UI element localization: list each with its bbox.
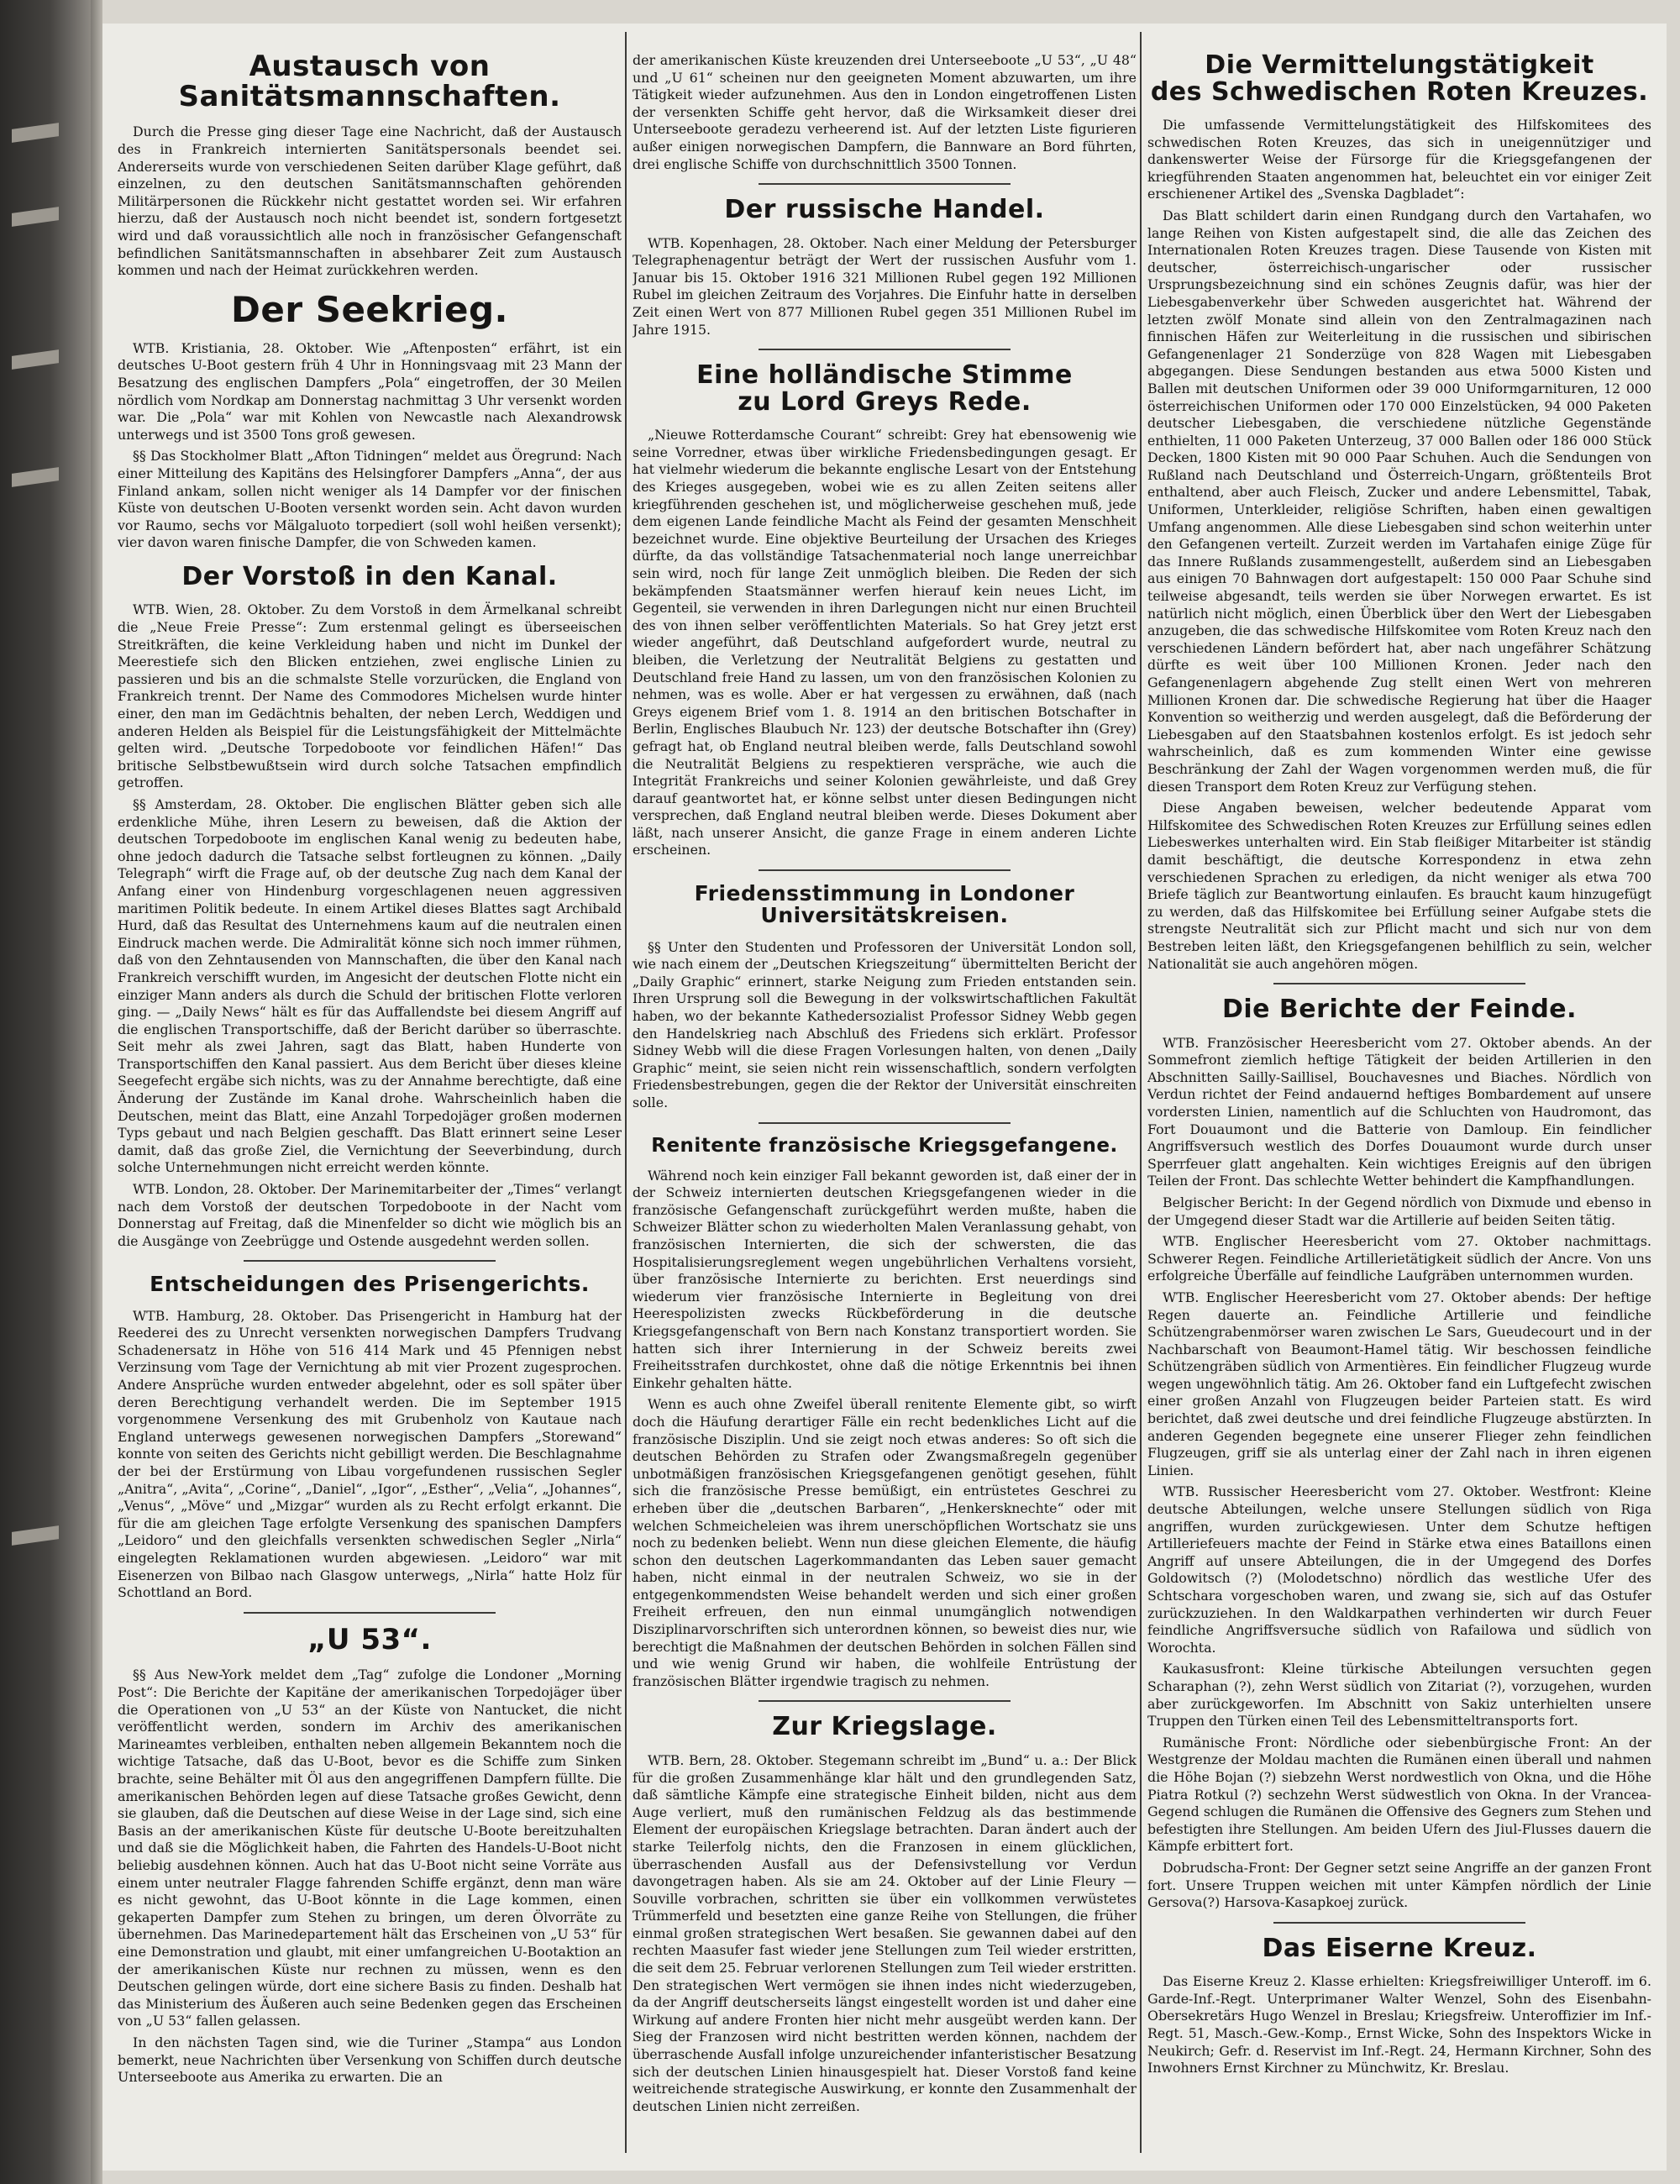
article-paragraph: WTB. Hamburg, 28. Oktober. Das Prisengericht in Hamburg hat der Reederei des zu Unrecht versenkten norwegischen Dampfers Trudvang Schadenersatz in Höhe von 516 414 Mark und 45 Pfennigen nebst Verzinsung vom Tage der Vernichtung ab mit vier Prozent zugesprochen. Andere Ansprüche wurden entweder abgelehnt, oder es soll später über deren Berechtigung verhandelt werden. Die im September 1915 vorgenommene Versenkung des mit Grubenholz von Kautaue nach England unterwegs gewesenen norwegischen Dampfers „Storewand“ konnte von seiten des Gerichts nicht gebilligt werden. Die Beschlagnahme der bei der Erstürmung von Libau vorgefundenen russischen Segler „Anitra“, „Avita“, „Corine“, „Daniel“, „Igor“, „Esther“, „Velia“, „Johannes“, „Venus“, „Möve“ und „Mizgar“ wurden als zu Recht erfolgt erkannt. Die für die am gleichen Tage erfolgte Versenkung des spanischen Dampfers „Leidoro“ und den gleichfalls versenkten schwedischen Segler „Nirla“ eingelegten Reklamationen wurden abgewiesen. „Leidoro“ war mit Eisenerzen von Bilbao nach Glasgow unterwegs, „Nirla“ hatte Holz für Schottland an Bord. bbox=[118, 1307, 622, 1601]
article-paragraph: WTB. Französischer Heeresbericht vom 27. Oktober abends. An der Sommefront ziemlich heftige Tätigkeit der beiden Artillerien in den Abschnitten Sailly-Saillisel, Bouchavesnes und Biaches. Nördlich von Verdun richtet der Feind andauernd heftiges Bombardement auf unsere vordersten Linien, namentlich auf die Schluchten von Haudromont, das Fort Douaumont und die Batterie von Damloup. Ein feindlicher Angriffsversuch westlich des Dorfes Douaumont wurde durch unser Sperrfeuer glatt angehalten. Kein wichtiges Ereignis auf den übrigen Teilen der Front. Das schlechte Wetter behindert die Kampfhandlungen. bbox=[1147, 1034, 1651, 1189]
column-3 bbox=[1147, 49, 1651, 2149]
column-rule bbox=[625, 32, 627, 2153]
article-paragraph: Wenn es auch ohne Zweifel überall renitente Elemente gibt, so wirft doch die Häufung derartiger Fälle ein recht bedenkliches Licht auf die französische Disziplin. Und sie zeigt noch etwas anderes: So oft sich die deutschen Behörden zu Strafen oder Zwangsmaßregeln gegenüber unbotmäßigen französischen Kriegsgefangenen genötigt gesehen, fühlt sich die französische Presse bemüßigt, ein entrüstetes Geschrei zu erheben über die „deutschen Barbaren“, „Henkersknechte“ oder mit welchen Schmeicheleien was ihrem unerschöpflichen Wortschatz sie uns noch zu bedenken beliebt. Wenn nun diese gleichen Elemente, die häufig schon den deutschen Lagerkommandanten das Leben sauer gemacht haben, nicht einmal in der neutralen Schweiz, wo sie in der entgegenkommendsten Weise behandelt werden und sich einer großen Freiheit erfreuen, den nun einmal unumgänglich notwendigen Disziplinarvorschriften sich unterordnen können, so beweist dies nur, wie berechtigt die Maßnahmen der deutschen Behörden in solchen Fällen sind und wie wenig Grund wir haben, die wohlfeile Entrüstung der französischen Blätter irgendwie tragisch zu nehmen. bbox=[633, 1396, 1137, 1689]
article-title-line: Universitätskreisen. bbox=[760, 903, 1009, 928]
article-divider bbox=[1273, 1922, 1525, 1924]
article-divider bbox=[759, 183, 1011, 185]
binding-tab bbox=[12, 1525, 59, 1546]
article-paragraph: Die umfassende Vermittelungstätigkeit des Hilfskomitees des schwedischen Roten Kreuzes, das sich in uneigennütziger und dankenswerter Weise der Fürsorge für die Kriegsgefangenen der kriegführenden Staaten angenommen hat, beleuchtet ein vor einiger Zeit erschienener Artikel des „Svenska Dagbladet“: bbox=[1147, 117, 1651, 202]
article-paragraph: §§ Aus New-York meldet dem „Tag“ zufolge die Londoner „Morning Post“: Die Berichte der Kapitäne der amerikanischen Torpedojäger über die Operationen von „U 53“ an der Küste von Nantucket, die nicht veröffentlicht werden, sondern im Archiv des amerikanischen Marineamtes verbleiben, enthalten neben allgemein Bekanntem noch die wichtige Tatsache, daß das U-Boot, bevor es die Schiffe zum Sinken brachte, seine Behälter mit Öl aus den angegriffenen Dampfern füllte. Die amerikanischen Behörden legen auf diese Tatsache großes Gewicht, denn sie glauben, daß die Deutschen auf diese Weise in der Lage sind, sich eine Basis an der amerikanischen Küste für deutsche U-Boote bereitzuhalten und daß sie die Möglichkeit haben, die Fahrten des Handels-U-Boot nicht beliebig ausdehnen können. Auch hat das U-Boot nicht seine Vorräte aus einem unter neutraler Flagge fahrenden Schiffe ergänzt, denn man wäre es nicht gewohnt, das U-Boot könnte in die Lage kommen, einen gekaperten Dampfer zum Stehen zu bringen, um deren Ölvorräte zu übernehmen. Das Marinedepartement hält das Erscheinen von „U 53“ für eine Demonstration und glaubt, mit einer umfangreichen U-Bootaktion an der amerikanischen Küste nur rechnen zu müssen, wenn es den Deutschen gelingen würde, dort eine sichere Basis zu finden. Deshalb hat das Ministerium des Äußeren auch seine Bedenken gegen das Erscheinen von „U 53“ fallen gelassen. bbox=[118, 1667, 622, 2029]
article-title-line: zu Lord Greys Rede. bbox=[738, 386, 1032, 417]
article-title: Entscheidungen des Prisengerichts. bbox=[150, 1272, 590, 1297]
article-divider bbox=[759, 1122, 1011, 1124]
article-paragraph: WTB. Kristiania, 28. Oktober. Wie „Aftenposten“ erfährt, ist ein deutsches U-Boot gestern früh 4 Uhr in Honningsvaag mit 23 Mann der Besatzung des englischen Dampfers „Pola“ eingetroffen, der 30 Meilen nördlich vom Nordkap am Donnerstag nachmittag 3 Uhr versenkt worden war. Die „Pola“ war mit Kohlen von Newcastle nach Alexandrowsk unterwegs und ist 3500 Tons groß gewesen. bbox=[118, 339, 622, 443]
article-paragraph: WTB. Bern, 28. Oktober. Stegemann schreibt im „Bund“ u. a.: Der Blick für die großen Zusammenhänge klar hält und den grundlegenden Satz, daß sämtliche Kämpfe eine strategische Einheit bilden, nicht aus dem Auge verliert, muß den rumänischen Feldzug als das bestimmende Element der europäischen Kriegslage betrachten. Daran ändert auch der starke Teilerfolg nichts, den die Franzosen in einem glücklichen, überraschenden Ausfall aus der Defensivstellung vor Verdun davongetragen haben. Als sie am 24. Oktober auf der Linie Fleury — Souville vorbrachen, schritten sie über ein vollkommen verwüstetes Trümmerfeld und besetzten eine ganze Reihe von Stellungen, die früher einmal großen strategischen Wert besaßen. Sie gewannen dabei auf den rechten Maasufer fast wieder jene Stellungen zum Teil wieder erstritten, die seit dem 25. Februar verlorenen Stellungen zum Teil wieder erstritten. Den strategischen Wert vermögen sie ihnen indes nicht wiederzugeben, da der Angriff deutscherseits längst eingestellt worden ist und daher eine Wirkung auf andere Fronten hier nicht mehr ausgeübt werden kann. Der Sieg der Franzosen wird nicht bestritten werden können, nachdem der überraschende Ausfall infolge unzureichender infanteristischer Besatzung sich der deutschen Linien hinausgespielt hat. Dieser Vorstoß fand keine weitreichende strategische Auswirkung, er konnte den Zusammenhalt der deutschen Linien nicht zerreißen. bbox=[633, 1751, 1137, 2114]
article-paragraph: Das Eiserne Kreuz 2. Klasse erhielten: Kriegsfreiwilliger Unteroff. im 6. Garde-Inf.-Regt. Unterprimaner Walter Wenzel, Sohn des Eisenbahn-Obersekretärs Hugo Wenzel in Breslau; Kriegsfreiw. Unteroffizier im Inf.-Regt. 51, Masch.-Gew.-Komp., Ernst Wicke, Sohn des Inspektors Wicke in Neukirch; Gefr. d. Reservist im Inf.-Regt. 24, Hermann Kirchner, Sohn des Inwohners Ernst Kirchner zu Münchwitz, Kr. Breslau. bbox=[1147, 1973, 1651, 2076]
binding-tab bbox=[12, 207, 59, 227]
article-paragraph: WTB. Englischer Heeresbericht vom 27. Oktober nachmittags. Schwerer Regen. Feindliche Artillerietätigkeit südlich der Ancre. Von uns erfolgreiche Überfälle auf feindliche Laufgräben unternommen wurden. bbox=[1147, 1233, 1651, 1284]
article-divider bbox=[759, 349, 1011, 350]
article-title-line: Eine holländische Stimme bbox=[696, 360, 1073, 391]
newspaper-page bbox=[102, 24, 1667, 2171]
article-title: Austausch von Sanitätsmannschaften. bbox=[178, 50, 561, 113]
article-title: Der Seekrieg. bbox=[231, 288, 508, 330]
page-edge bbox=[91, 0, 102, 2184]
article-title bbox=[633, 883, 1137, 927]
column-2 bbox=[633, 49, 1137, 2149]
article-paragraph: Rumänische Front: Nördliche oder siebenbürgische Front: An der Westgrenze der Moldau machten die Rumänen einen überall und nahmen die Höhe Bojan (?) siebzehn Werst nordwestlich von Okna, und die Höhe Piatra Rotkul (?) sechzehn Werst südwestlich von Okna. In der Vrancea-Gegend schlugen die Rumänen die Offensive des Gegners zum Stehen und befestigten ihre Stellungen. Am beiden Ufern des Jiul-Flusses dauern die Kämpfe erbittert fort. bbox=[1147, 1734, 1651, 1855]
article-paragraph: Dobrudscha-Front: Der Gegner setzt seine Angriffe an der ganzen Front fort. Unsere Truppen weichen mit unter Kämpfen nördlich der Linie Gersova(?) Harsova-Kasapkoej zurück. bbox=[1147, 1859, 1651, 1911]
article-paragraph: WTB. Kopenhagen, 28. Oktober. Nach einer Meldung der Petersburger Telegraphenagentur beträgt der Wert der russischen Ausfuhr vom 1. Januar bis 15. Oktober 1916 321 Millionen Rubel gegen 192 Millionen Rubel im gleichen Zeitraum des Vorjahres. Die Einfuhr hatte in derselben Zeit einen Wert von 877 Millionen Rubel gegen 351 Millionen Rubel im Jahre 1915. bbox=[633, 234, 1137, 338]
article-paragraph: In den nächsten Tagen sind, wie die Turiner „Stampa“ aus London bemerkt, neue Nachrichten über Versenkung von Schiffen durch deutsche Unterseeboote aus Amerika zu erwarten. Die an bbox=[118, 2034, 622, 2086]
book-binding bbox=[0, 0, 91, 2184]
article-title: Renitente französische Kriegsgefangene. bbox=[651, 1134, 1118, 1157]
article-title: Der russische Handel. bbox=[724, 195, 1045, 225]
article-title-line: des Schwedischen Roten Kreuzes. bbox=[1150, 76, 1649, 107]
article-divider bbox=[244, 1260, 496, 1262]
article-paragraph: der amerikanischen Küste kreuzenden drei Unterseeboote „U 53“, „U 48“ und „U 61“ scheinen nur den geeigneten Moment abzuwarten, um ihre Tätigkeit wieder aufzunehmen. Aus den in London eingetroffenen Listen der versenkten Schiffe geht hervor, daß die Wirksamkeit dieser drei Unterseeboote geradezu verheerend ist. Auf der letzten Liste figurieren außer einigen norwegischen Dampfern, die Bannware an Bord führten, drei englische Schiffe von durchschnittlich 3500 Tonnen. bbox=[633, 52, 1137, 172]
article-paragraph: WTB. Russischer Heeresbericht vom 27. Oktober. Westfront: Kleine deutsche Abteilungen, welche unsere Stellungen südlich von Riga angriffen, wurden zurückgewiesen. Unter dem Schutze heftigen Artilleriefeuers machte der Feind in Stärke etwa eines Bataillons einen Angriff auf unsere Abteilungen, die in der Umgegend des Dorfes Goldowitsch (?) (Molodetschno) nördlich das westliche Ufer des Schtschara vorgeschoben waren, und zwang sie, sich auf das Ostufer zurückzuziehen. In den Waldkarpathen verhinderten wir durch Feuer feindliche Angriffsversuche südlich von Rafailowa und südlich von Worochta. bbox=[1147, 1483, 1651, 1656]
article-paragraph: Kaukasusfront: Kleine türkische Abteilungen versuchten gegen Scharaphan (?), zehn Werst südlich von Zitariat (?), vorzugehen, wurden aber zurückgeworfen. Im Abschnitt von Sakiz unterhielten unsere Truppen den Türken einen Teil des Lebensmitteltransports fort. bbox=[1147, 1661, 1651, 1730]
article-divider bbox=[244, 1612, 496, 1614]
article-divider bbox=[759, 1700, 1011, 1702]
article-title: Die Berichte der Feinde. bbox=[1221, 995, 1578, 1025]
article-paragraph: §§ Amsterdam, 28. Oktober. Die englischen Blätter geben sich alle erdenkliche Mühe, ihren Lesern zu beweisen, daß die Aktion der deutschen Torpedoboote im englischen Kanal wenig zu bedeuten habe, ohne jedoch dadurch die Tatsache selbst fortleugnen zu können. „Daily Telegraph“ wirft die Frage auf, ob der deutsche Zug nach dem Kanal der Anfang einer von Hindenburg vorgeschlagenen neuen aggressiven maritimen Politik bedeute. In einem Artikel dieses Blattes sagt Archibald Hurd, daß das Resultat des Unternehmens kaum auf die neutralen einen Eindruck machen werde. Die Admiralität könne sich noch immer rühmen, daß von den Zehntausenden von Mannschaften, die über den Kanal nach Frankreich verschifft wurden, im Angesicht der deutschen Flotte nicht ein einziger Mann anders als durch die Schuld der britischen Flotte verloren ging. — „Daily News“ hält es für das Auffallendste bei diesem Angriff auf die englischen Transportschiffe, daß der Bericht darüber so überraschte. Seit mehr als zwei Jahren, sagt das Blatt, haben Hunderte von Transportschiffen den Kanal passiert. Aus dem Bericht über dieses kleine Seegefecht ergäbe sich nichts, was zu der Annahme berechtigte, daß eine Änderung der Zustände im Kanal drohe. Wahrscheinlich haben die Deutschen, meint das Blatt, eine Anzahl Torpedojäger großen modernen Typs gebaut und nach Belgien geschafft. Das Blatt erinnert seine Leser damit, daß das große Ziel, die Vernichtung der Seeverbindung, durch solche Unternehmungen nicht erreicht werden könnte. bbox=[118, 795, 622, 1176]
binding-tab bbox=[12, 349, 59, 370]
article-paragraph: Diese Angaben beweisen, welcher bedeutende Apparat vom Hilfskomitee des Schwedischen Roten Kreuzes zur Erfüllung seines edlen Liebeswerkes unterhalten wird. Ein Stab fleißiger Mitarbeiter ist ständig damit beschäftigt, die deutsche Korrespondenz in etwa zehn verschiedenen Sprachen zu erledigen, da nicht weniger als etwa 700 Briefe täglich zur Beantwortung einlaufen. Es braucht kaum hinzugefügt zu werden, daß das Hilfskomitee bei Erfüllung seiner Aufgabe stets die strengste Neutralität sich zur Pflicht macht und sich nur von dem Bestreben leiten läßt, den Kriegsgefangenen behilflich zu sein, welcher Nationalität sie auch angehören mögen. bbox=[1147, 800, 1651, 972]
article-paragraph: Belgischer Bericht: In der Gegend nördlich von Dixmude und ebenso in der Umgegend dieser Stadt war die Artillerie auf beiden Seiten tätig. bbox=[1147, 1194, 1651, 1228]
article-title: „U 53“. bbox=[307, 1622, 432, 1656]
article-title: Das Eiserne Kreuz. bbox=[1262, 1933, 1537, 1963]
article-paragraph: „Nieuwe Rotterdamsche Courant“ schreibt: Grey hat ebensowenig wie seine Vorredner, etwas über wirkliche Friedensbedingungen gesagt. Er hat vielmehr wiederum die bekannte englische Lesart von der Entstehung des Krieges ausgegeben, wobei wie es zu allen Zeiten seitens aller kriegführenden geschehen ist, und möglicherweise geschehen muß, jede dem eigenen Lande feindliche Macht als Feind der gesamten Menschheit bezeichnet wurde. Eine objektive Beurteilung der Ursachen des Krieges dürfte, da das vollständige Tatsachenmaterial noch lange unerreichbar sein wird, noch für lange Zeit unmöglich bleiben. Die Reden der sich bekämpfenden Staatsmänner werfen hierauf kein neues Licht, im Gegenteil, sie verwenden in ihren Darlegungen nicht nur einen Bruchteil des von ihnen selber veröffentlichten Materials. So hat Grey jetzt erst wieder angeführt, daß Deutschland aufgefordert wurde, neutral zu bleiben, die Verletzung der Neutralität Belgiens zu gestatten und Deutschland freie Hand zu lassen, um von den französischen Kolonien zu nehmen, was es wolle. Aber er hat vergessen zu erwähnen, daß (nach Greys eigenem Brief vom 1. 8. 1914 an den britischen Botschafter in Berlin, Englisches Blaubuch Nr. 123) der deutsche Botschafter ihn (Grey) gefragt hat, ob England neutral bleiben werde, falls Deutschland sowohl die Neutralität Belgiens zu respektieren verspräche, wie auch die Integrität Frankreichs und seiner Kolonien gewährleiste, und daß Grey darauf geantwortet hat, er könne selbst unter diesen Bedingungen nicht versprechen, daß England neutral bleiben werde. Dieses Dokument aber läßt, nach unserer Ansicht, die ganze Frage in einem anderen Lichte erscheinen. bbox=[633, 427, 1137, 858]
article-paragraph: WTB. London, 28. Oktober. Der Marinemitarbeiter der „Times“ verlangt nach dem Vorstoß der deutschen Torpedoboote in der Nacht vom Donnerstag auf Freitag, daß die Minenfelder so dicht wie möglich bis an die Ausgänge von Zeebrügge und Ostende ausgedehnt werden sollen. bbox=[118, 1181, 622, 1249]
article-title bbox=[633, 362, 1137, 415]
binding-tab bbox=[12, 467, 59, 487]
article-title: Zur Kriegslage. bbox=[772, 1712, 997, 1742]
article-paragraph: WTB. Englischer Heeresbericht vom 27. Oktober abends: Der heftige Regen dauerte an. Feindliche Artillerie und feindliche Schützengrabenmörser waren zwischen Le Sars, Gueudecourt und in der Nachbarschaft von Beaumont-Hamel tätig. Wir beschossen feindliche Schützengräben südlich von Armentières. Ein feindlicher Flugzeug wurde wegen ungewöhnlich tätig. Am 26. Oktober fand ein Luftgefecht zwischen einer großen Anzahl von Flugzeugen beider Parteien statt. Es wird berichtet, daß zwei deutsche und drei feindliche Flugzeuge abstürzten. In anderen Gegenden begegnete eine unserer Flieger zehn feindlichen Flugzeugen, griff sie als unterlag einer der Zahl nach in ihren eigenen Linien. bbox=[1147, 1289, 1651, 1478]
article-title-line: Die Vermittelungstätigkeit bbox=[1205, 50, 1594, 80]
binding-tab bbox=[12, 123, 59, 143]
article-title-line: Friedensstimmung in Londoner bbox=[694, 881, 1075, 906]
article-paragraph: WTB. Wien, 28. Oktober. Zu dem Vorstoß in dem Ärmelkanal schreibt die „Neue Freie Presse“: Zum erstenmal gelingt es überseeischen Streitkräften, die keine Verkleidung haben und nicht im Dunkel der Meerestiefe sich den Blicken entziehen, zwei englische Linien zu passieren und bis an die schmalste Stelle vorzurücken, die England von Frankreich trennt. Der Name des Commodores Michelsen wurde hinter einer, den man im Gedächtnis behalten, der neben Lerch, Weddigen und anderen Helden als Beispiel für die Leistungsfähigkeit der Mittelmächte gelten wird. „Deutsche Torpedoboote vor feindlichen Häfen!“ Das britische Selbstbewußtsein wird durch solche Tatsachen empfindlich getroffen. bbox=[118, 601, 622, 791]
article-paragraph: Durch die Presse ging dieser Tage eine Nachricht, daß der Austausch des in Frankreich internierten Sanitätspersonals beendet sei. Andererseits wurde von verschiedenen Seiten darüber Klage geführt, daß einzelnen, zu den deutschen Sanitätsmannschaften gehörenden Militärpersonen die Rückkehr nicht gestattet worden sei. Wir erfahren hierzu, daß der Austausch noch nicht beendet ist, sondern fortgesetzt wird und daß voraussichtlich alle noch in französischer Gefangenschaft befindlichen Sanitätsmannschaften in absehbarer Zeit zum Austausch kommen und nach der Heimat zurückkehren werden. bbox=[118, 123, 622, 279]
column-rule bbox=[1140, 32, 1142, 2153]
article-divider bbox=[1273, 983, 1525, 984]
article-title bbox=[1147, 52, 1651, 105]
article-title: Der Vorstoß in den Kanal. bbox=[181, 561, 558, 591]
article-paragraph: Das Blatt schildert darin einen Rundgang durch den Vartahafen, wo lange Reihen von Kisten aufgestapelt sind, die alle das Zeichen des Internationalen Roten Kreuzes tragen. Diese Tausende von Kisten mit deutscher, österreichisch-ungarischer oder russischer Ursprungsbezeichnung sind ein schönes Zeugnis dafür, was hier der Liebesgabenverkehr über Schweden ausgerichtet hat. Während der letzten zwölf Monate sind allein von den Zentralmagazinen nach finnischen Häfen zur Weiterleitung in die russischen und sibirischen Gefangenenlager 21 Sonderzüge von 828 Wagen mit Liebesgaben abgegangen. Diese Sendungen bestanden aus etwa 5000 Kisten und Ballen mit deutschen Uniformen oder 39 000 Uniformgarnituren, 12 000 österreichischen Uniformen oder 170 000 Einzelstücken, 94 000 Paketen deutscher Liebesgaben, die verschiedene nützliche Gegenstände enthielten, 11 000 Paketen Unterzeug, 37 000 Ballen oder 186 000 Stück Decken, 1800 Kisten mit 90 000 Paar Schuhen. Auch die Sendungen von Rußland nach Deutschland und Österreich-Ungarn, größtenteils Brot enthaltend, aber auch Fleisch, Zucker und andere Lebensmittel, Tabak, Uniformen, Unterkleider, religiöse Schriften, haben einen gewaltigen Umfang angenommen. Alle diese Liebesgaben sind schon weiterhin unter den Gefangenen verteilt. Zurzeit werden im Vartahafen einige Züge für das Innere Rußlands zusammengestellt, außerdem sind an Liebesgaben aus einigen 70 Bahnwagen dort aufgestapelt: 150 000 Paar Schuhe sind teilweise abgesandt, teils werden sie über Norwegen erwartet. Es ist natürlich nicht möglich, einen Überblick über den Wert der Liebesgaben anzugeben, die das schwedische Hilfskomitee vom Roten Kreuz nach den verschiedenen Ländern befördert hat, aber nach ungefährer Schätzung dürfte es weit über 100 Millionen Kronen. Jeder nach den Gefangenenlagern abgehende Zug stellt einen Wert von mehreren Millionen Kronen dar. Die schwedische Regierung hat über die Haager Konvention so weitherzig und werden ausgelegt, daß die Beförderung der Liebesgaben auf den Staatsbahnen kostenlos erfolgt. Es ist jedoch sehr wahrscheinlich, daß es zum kommenden Winter eine gewisse Beschränkung der Zahl der Wagen vorgenommen werden muß, die für diesen Transport dem Roten Kreuz zur Verfügung stehen. bbox=[1147, 207, 1651, 795]
article-paragraph: §§ Unter den Studenten und Professoren der Universität London soll, wie nach einem der „Deutschen Kriegszeitung“ übermittelten Bericht der „Daily Graphic“ erinnert, starke Neigung zum Frieden entstanden sein. Ihren Ursprung soll die Bewegung in der volkswirtschaftlichen Fakultät haben, wo der bekannte Kathedersozialist Professor Sidney Webb gegen den Handelskrieg nach Abschluß des Friedens sich erklärt. Professor Sidney Webb will die diese Fragen Vorlesungen halten, von denen „Daily Graphic“ meint, sie seien nicht rein wissenschaftlich, sondern verfolgten Friedensbestrebungen, gegen die der Rektor der Universität einschreiten solle. bbox=[633, 938, 1137, 1110]
article-paragraph: Während noch kein einziger Fall bekannt geworden ist, daß einer der in der Schweiz internierten deutschen Kriegsgefangenen wieder in die französische Gefangenschaft zurückgeführt werden mußte, haben die Schweizer Blätter schon zu wiederholten Malen Veranlassung gehabt, von französischen Internierten, die sich der schwersten, die das Hospitalisierungsreglement wegen ungebührlichen Verhaltens vorsieht, über französische Internierte zu berichten. Erst neuerdings sind wiederum vier französische Internierte in Begleitung von drei Heerespolizisten zwecks Rückbeförderung in die deutsche Kriegsgefangenschaft von Bern nach Konstanz transportiert worden. Sie hatten sich ihrer Internierung in der Schweiz bereits zwei Freiheitsstrafen durchkostet, ohne daß die nötige Erkenntnis bei ihnen Einkehr gehalten hätte. bbox=[633, 1167, 1137, 1391]
article-paragraph: §§ Das Stockholmer Blatt „Afton Tidningen“ meldet aus Öregrund: Nach einer Mitteilung des Kapitäns des Helsingforer Dampfers „Anna“, der aus Finland ankam, sollen nicht weniger als 14 Dampfer vor der finischen Küste von deutschen U-Booten versenkt worden sein. Acht davon wurden vor Raumo, sechs vor Mälgaluoto torpediert (soll wohl heißen versenkt); vier davon waren finische Dampfer, die von Schweden kamen. bbox=[118, 448, 622, 551]
article-divider bbox=[759, 869, 1011, 871]
column-1 bbox=[118, 49, 622, 2149]
